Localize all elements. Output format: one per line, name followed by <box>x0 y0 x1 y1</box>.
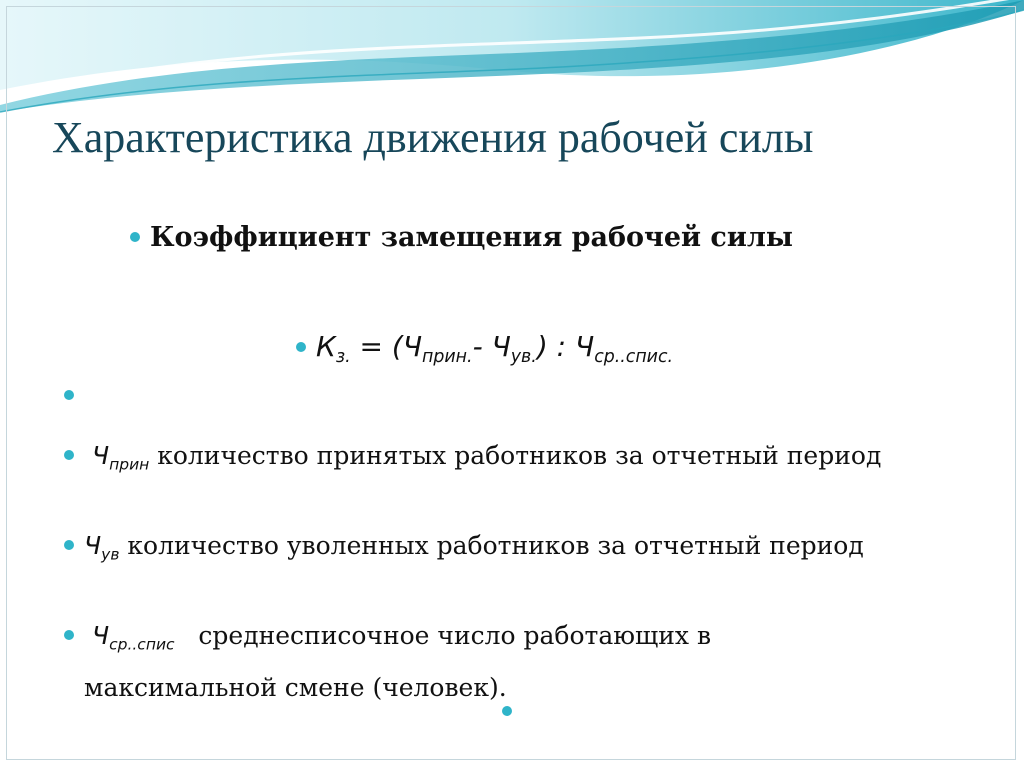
formula-ch3: Ч <box>574 330 595 363</box>
average-symbol: Ч <box>91 621 110 650</box>
bullet-heading <box>130 222 793 253</box>
formula-div: ) : <box>536 330 575 363</box>
formula-k: К <box>316 330 336 363</box>
formula-ch2: Ч <box>491 330 511 363</box>
bullet-dot-icon <box>64 630 74 640</box>
bullet-empty-last <box>502 710 522 720</box>
bullet-formula <box>296 330 673 367</box>
hired-symbol-sub: прин <box>109 455 150 474</box>
fired-symbol: Ч <box>84 531 102 560</box>
bullet-average <box>64 614 904 710</box>
bullet-dot-icon <box>64 390 74 400</box>
slide-title: Характеристика движения рабочей силы <box>52 113 814 162</box>
bullet-hired <box>64 434 904 486</box>
fired-symbol-sub: ув <box>101 545 120 564</box>
formula-ch1-sub: прин. <box>422 347 473 368</box>
hired-symbol: Ч <box>91 441 110 470</box>
bullet-fired <box>64 524 904 576</box>
formula-ch3-sub: ср..спис. <box>594 347 674 368</box>
average-text <box>84 614 904 710</box>
average-description: среднесписочное число работающих в максимальной смене (человек). <box>84 621 719 703</box>
formula-ch1: Ч <box>402 330 423 363</box>
formula-eq: = ( <box>350 330 403 363</box>
formula-minus: - <box>472 330 492 363</box>
bullet-dot-icon <box>502 706 512 716</box>
bullet-dot-icon <box>296 342 306 352</box>
formula-k-sub: з. <box>335 347 351 368</box>
heading-text: Коэффициент замещения рабочей силы <box>150 222 793 253</box>
formula <box>316 330 673 367</box>
fired-text <box>84 524 864 576</box>
formula-ch2-sub: ув. <box>510 347 537 368</box>
fired-description: количество уволенных работников за отчетный период <box>119 531 864 560</box>
average-symbol-sub: ср..спис <box>109 635 175 654</box>
hired-description: количество принятых работников за отчетный период <box>149 441 882 470</box>
bullet-empty <box>64 394 84 404</box>
bullet-dot-icon <box>64 450 74 460</box>
hired-text <box>84 434 881 486</box>
bullet-dot-icon <box>64 540 74 550</box>
bullet-dot-icon <box>130 232 140 242</box>
